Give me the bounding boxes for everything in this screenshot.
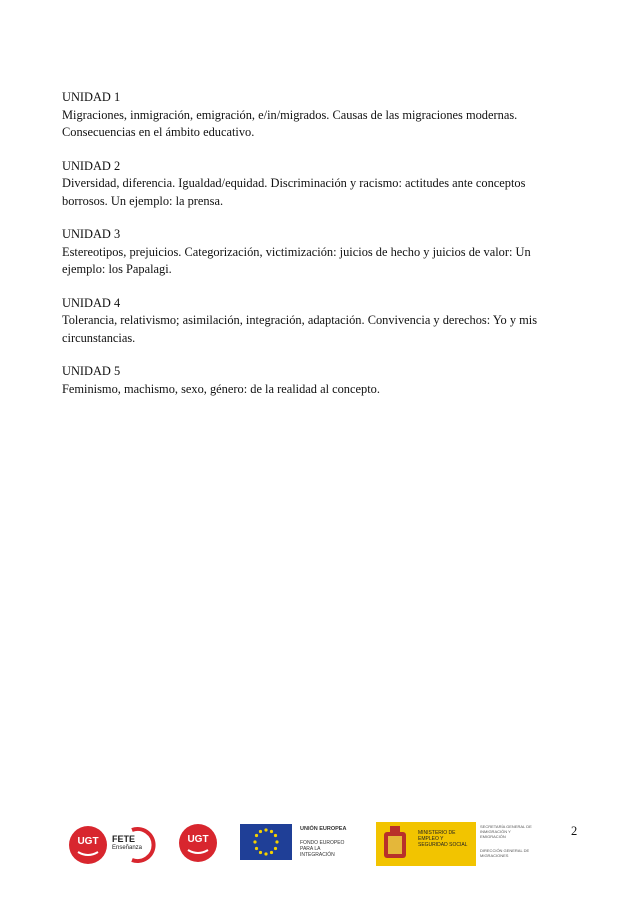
svg-text:UGT: UGT xyxy=(187,834,209,845)
unit-text: Feminismo, machismo, sexo, género: de la realidad al concepto. xyxy=(62,381,380,396)
svg-text:UGT: UGT xyxy=(77,836,99,847)
eu-fund-label: FONDO EUROPEO PARA LA INTEGRACIÓN xyxy=(300,840,345,858)
spain-coat-of-arms-icon xyxy=(380,824,410,864)
unit-title: UNIDAD 3 xyxy=(62,227,121,241)
fete-label: FETE xyxy=(112,834,136,844)
unit-title: UNIDAD 1 xyxy=(62,90,121,104)
unit-5 xyxy=(62,363,562,398)
unit-title: UNIDAD 4 xyxy=(62,295,121,310)
unit-3 xyxy=(62,226,562,279)
unit-2 xyxy=(62,158,562,211)
ministry-label: MINISTERIO DE EMPLEO Y SEGURIDAD SOCIAL xyxy=(418,830,468,848)
page-number: 2 xyxy=(571,824,578,838)
unit-title: UNIDAD 2 xyxy=(62,158,121,173)
eu-flag-icon xyxy=(240,824,292,860)
unit-text: Migraciones, inmigración, emigración, e/in/migrados. Causas de las migraciones modernas. Consecuencias en el ámbito educativo. xyxy=(62,107,518,139)
eu-logo xyxy=(240,824,360,868)
footer-logos xyxy=(0,812,638,872)
unit-1 xyxy=(62,89,562,142)
ugt-emblem-icon xyxy=(178,822,218,864)
ugt-fete-logo xyxy=(68,822,160,868)
unit-text: Tolerancia, relativismo; asimilación, integración, adaptación. Convivencia y derechos: Yo y mis circunstancias. xyxy=(62,313,538,345)
ministry-logo xyxy=(376,822,536,868)
eu-title: UNIÓN EUROPEA xyxy=(300,826,347,832)
secretaria-label: SECRETARÍA GENERAL DE INMIGRACIÓN Y EMIGRACIÓN xyxy=(480,824,532,839)
unit-text: Diversidad, diferencia. Igualdad/equidad. Discriminación y racismo: actitudes ante conceptos borrosos. Un ejemplo: la prensa. xyxy=(62,176,526,208)
unit-4 xyxy=(62,295,562,348)
unit-title: UNIDAD 5 xyxy=(62,364,121,378)
unit-text: Estereotipos, prejuicios. Categorización, victimización: juicios de hecho y juicios de valor: Un ejemplo: los Papalagi. xyxy=(62,244,531,276)
direccion-label: DIRECCIÓN GENERAL DE MIGRACIONES xyxy=(480,848,530,858)
ensenanza-label: Enseñanza xyxy=(112,845,143,851)
document-body xyxy=(62,89,562,414)
ugt-logo xyxy=(178,822,218,864)
